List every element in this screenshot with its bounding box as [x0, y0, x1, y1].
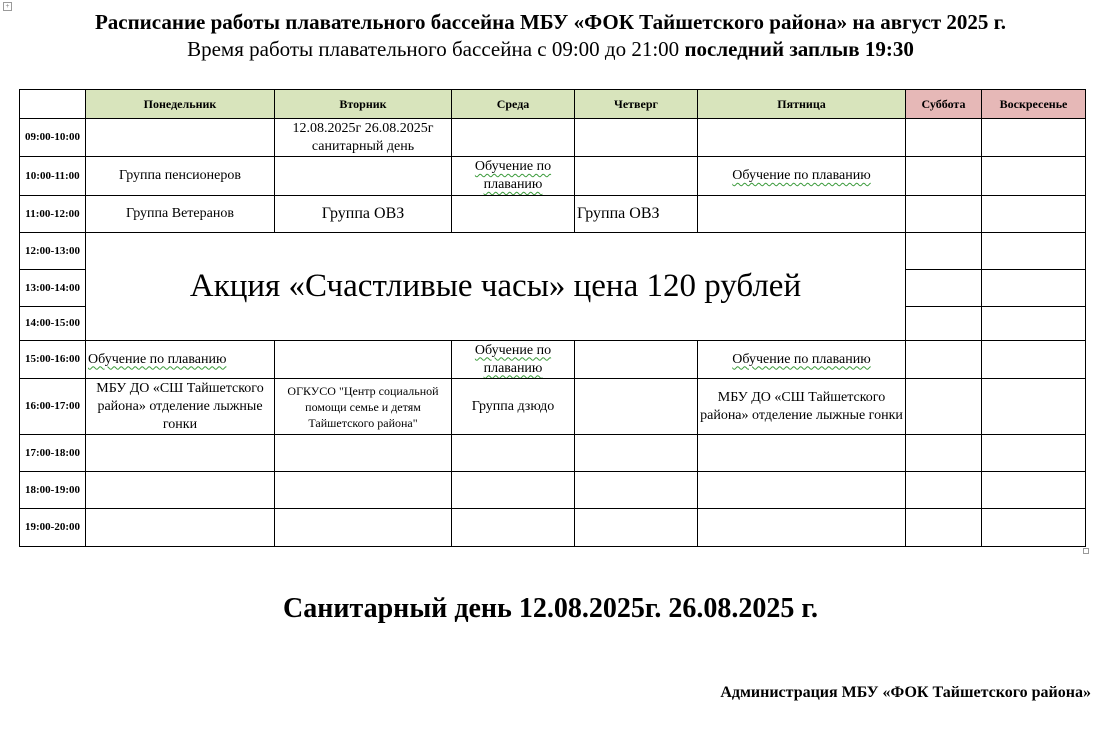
table-row: [20, 379, 1086, 435]
table-row: [20, 233, 1086, 270]
header-saturday: Суббота: [906, 90, 982, 119]
swim-lesson-cell: [452, 157, 575, 196]
social-center-cell: ОГКУСО "Центр социальной помощи семье и детям Тайшетского района": [275, 379, 452, 435]
judo-group-cell: Группа дзюдо: [452, 379, 575, 435]
table-cell: [698, 435, 906, 472]
table-cell: [906, 119, 982, 157]
table-cell: [575, 157, 698, 196]
table-cell: [275, 509, 452, 547]
table-cell: [86, 435, 275, 472]
table-cell: [906, 307, 982, 341]
working-hours-text: Время работы плавательного бассейна с 09:00 до 21:00: [187, 37, 680, 61]
table-cell: [86, 509, 275, 547]
table-cell: [575, 435, 698, 472]
table-cell: [906, 435, 982, 472]
table-cell: [906, 157, 982, 196]
veterans-group-cell: Группа Ветеранов: [86, 196, 275, 233]
table-cell: [982, 509, 1086, 547]
table-cell: [906, 379, 982, 435]
time-cell: 09:00-10:00: [20, 119, 86, 157]
header-sunday: Воскресенье: [982, 90, 1086, 119]
table-cell: [698, 196, 906, 233]
table-move-handle[interactable]: +: [3, 2, 12, 11]
table-row: [20, 157, 1086, 196]
table-cell: [575, 379, 698, 435]
time-cell: 18:00-19:00: [20, 472, 86, 509]
table-cell: [982, 435, 1086, 472]
sanitary-day-notice: Санитарный день 12.08.2025г. 26.08.2025 г.: [283, 593, 818, 624]
page-subtitle: [0, 37, 1101, 61]
table-cell: [698, 472, 906, 509]
table-row: [20, 196, 1086, 233]
table-cell: [906, 196, 982, 233]
table-cell: [452, 435, 575, 472]
table-cell: [906, 270, 982, 307]
header-monday: Понедельник: [86, 90, 275, 119]
table-cell: [452, 119, 575, 157]
time-cell: 14:00-15:00: [20, 307, 86, 341]
swim-lesson-cell: [698, 157, 906, 196]
table-cell: [452, 472, 575, 509]
table-cell: [575, 509, 698, 547]
time-cell: 13:00-14:00: [20, 270, 86, 307]
swim-lesson-text: Обучение по плаванию: [732, 168, 871, 183]
time-cell: 17:00-18:00: [20, 435, 86, 472]
table-cell: [575, 472, 698, 509]
header-tuesday: Вторник: [275, 90, 452, 119]
table-cell: [982, 379, 1086, 435]
table-cell: [275, 341, 452, 379]
table-row: [20, 119, 1086, 157]
time-cell: 19:00-20:00: [20, 509, 86, 547]
last-swim-text: последний заплыв 19:30: [684, 37, 914, 61]
promo-happy-hours-cell: Акция «Счастливые часы» цена 120 рублей: [86, 233, 906, 341]
swim-lesson-cell: [86, 341, 275, 379]
pensioners-group-cell: Группа пенсионеров: [86, 157, 275, 196]
table-cell: [906, 509, 982, 547]
table-cell: [906, 472, 982, 509]
page-title: Расписание работы плавательного бассейна МБУ «ФОК Тайшетского района» на август 2025 г.: [94, 10, 1007, 34]
ski-school-cell: МБУ ДО «СШ Тайшетского района» отделение лыжные гонки: [698, 379, 906, 435]
swim-lesson-text: Обучение по плаванию: [474, 159, 552, 192]
swim-lesson-cell: [452, 341, 575, 379]
administration-signature: Администрация МБУ «ФОК Тайшетского района»: [720, 684, 1091, 701]
table-header-row: [20, 90, 1086, 119]
ovz-group-cell: Группа ОВЗ: [275, 196, 452, 233]
table-cell: [906, 233, 982, 270]
table-resize-handle[interactable]: [1083, 548, 1089, 554]
header-wednesday: Среда: [452, 90, 575, 119]
table-cell: [982, 233, 1086, 270]
table-cell: [575, 119, 698, 157]
header-corner: [20, 90, 86, 119]
table-cell: [982, 341, 1086, 379]
table-cell: [575, 341, 698, 379]
time-cell: 11:00-12:00: [20, 196, 86, 233]
table-cell: [982, 196, 1086, 233]
table-cell: [982, 119, 1086, 157]
time-cell: 10:00-11:00: [20, 157, 86, 196]
table-row: [20, 472, 1086, 509]
table-cell: [86, 472, 275, 509]
swim-lesson-cell: [698, 341, 906, 379]
table-cell: [452, 196, 575, 233]
table-cell: [906, 341, 982, 379]
table-cell: [698, 509, 906, 547]
table-cell: [982, 472, 1086, 509]
ovz-group-cell: Группа ОВЗ: [575, 196, 698, 233]
table-cell: [452, 509, 575, 547]
swim-lesson-text: Обучение по плаванию: [732, 351, 871, 367]
swim-lesson-text: Обучение по плаванию: [88, 351, 227, 367]
table-cell: [275, 435, 452, 472]
table-cell: [698, 119, 906, 157]
table-cell: [982, 157, 1086, 196]
table-cell: [982, 270, 1086, 307]
table-cell: [275, 157, 452, 196]
schedule-table: [19, 89, 1086, 547]
ski-school-cell: МБУ ДО «СШ Тайшетского района» отделение лыжные гонки: [86, 379, 275, 435]
swim-lesson-text: Обучение по плаванию: [474, 342, 552, 376]
table-row: [20, 435, 1086, 472]
sanitary-day-cell: 12.08.2025г 26.08.2025г санитарный день: [275, 119, 452, 157]
time-cell: 15:00-16:00: [20, 341, 86, 379]
table-row: [20, 341, 1086, 379]
header-thursday: Четверг: [575, 90, 698, 119]
header-friday: Пятница: [698, 90, 906, 119]
time-cell: 16:00-17:00: [20, 379, 86, 435]
table-cell: [86, 119, 275, 157]
table-row: [20, 509, 1086, 547]
time-cell: 12:00-13:00: [20, 233, 86, 270]
table-cell: [982, 307, 1086, 341]
table-cell: [275, 472, 452, 509]
